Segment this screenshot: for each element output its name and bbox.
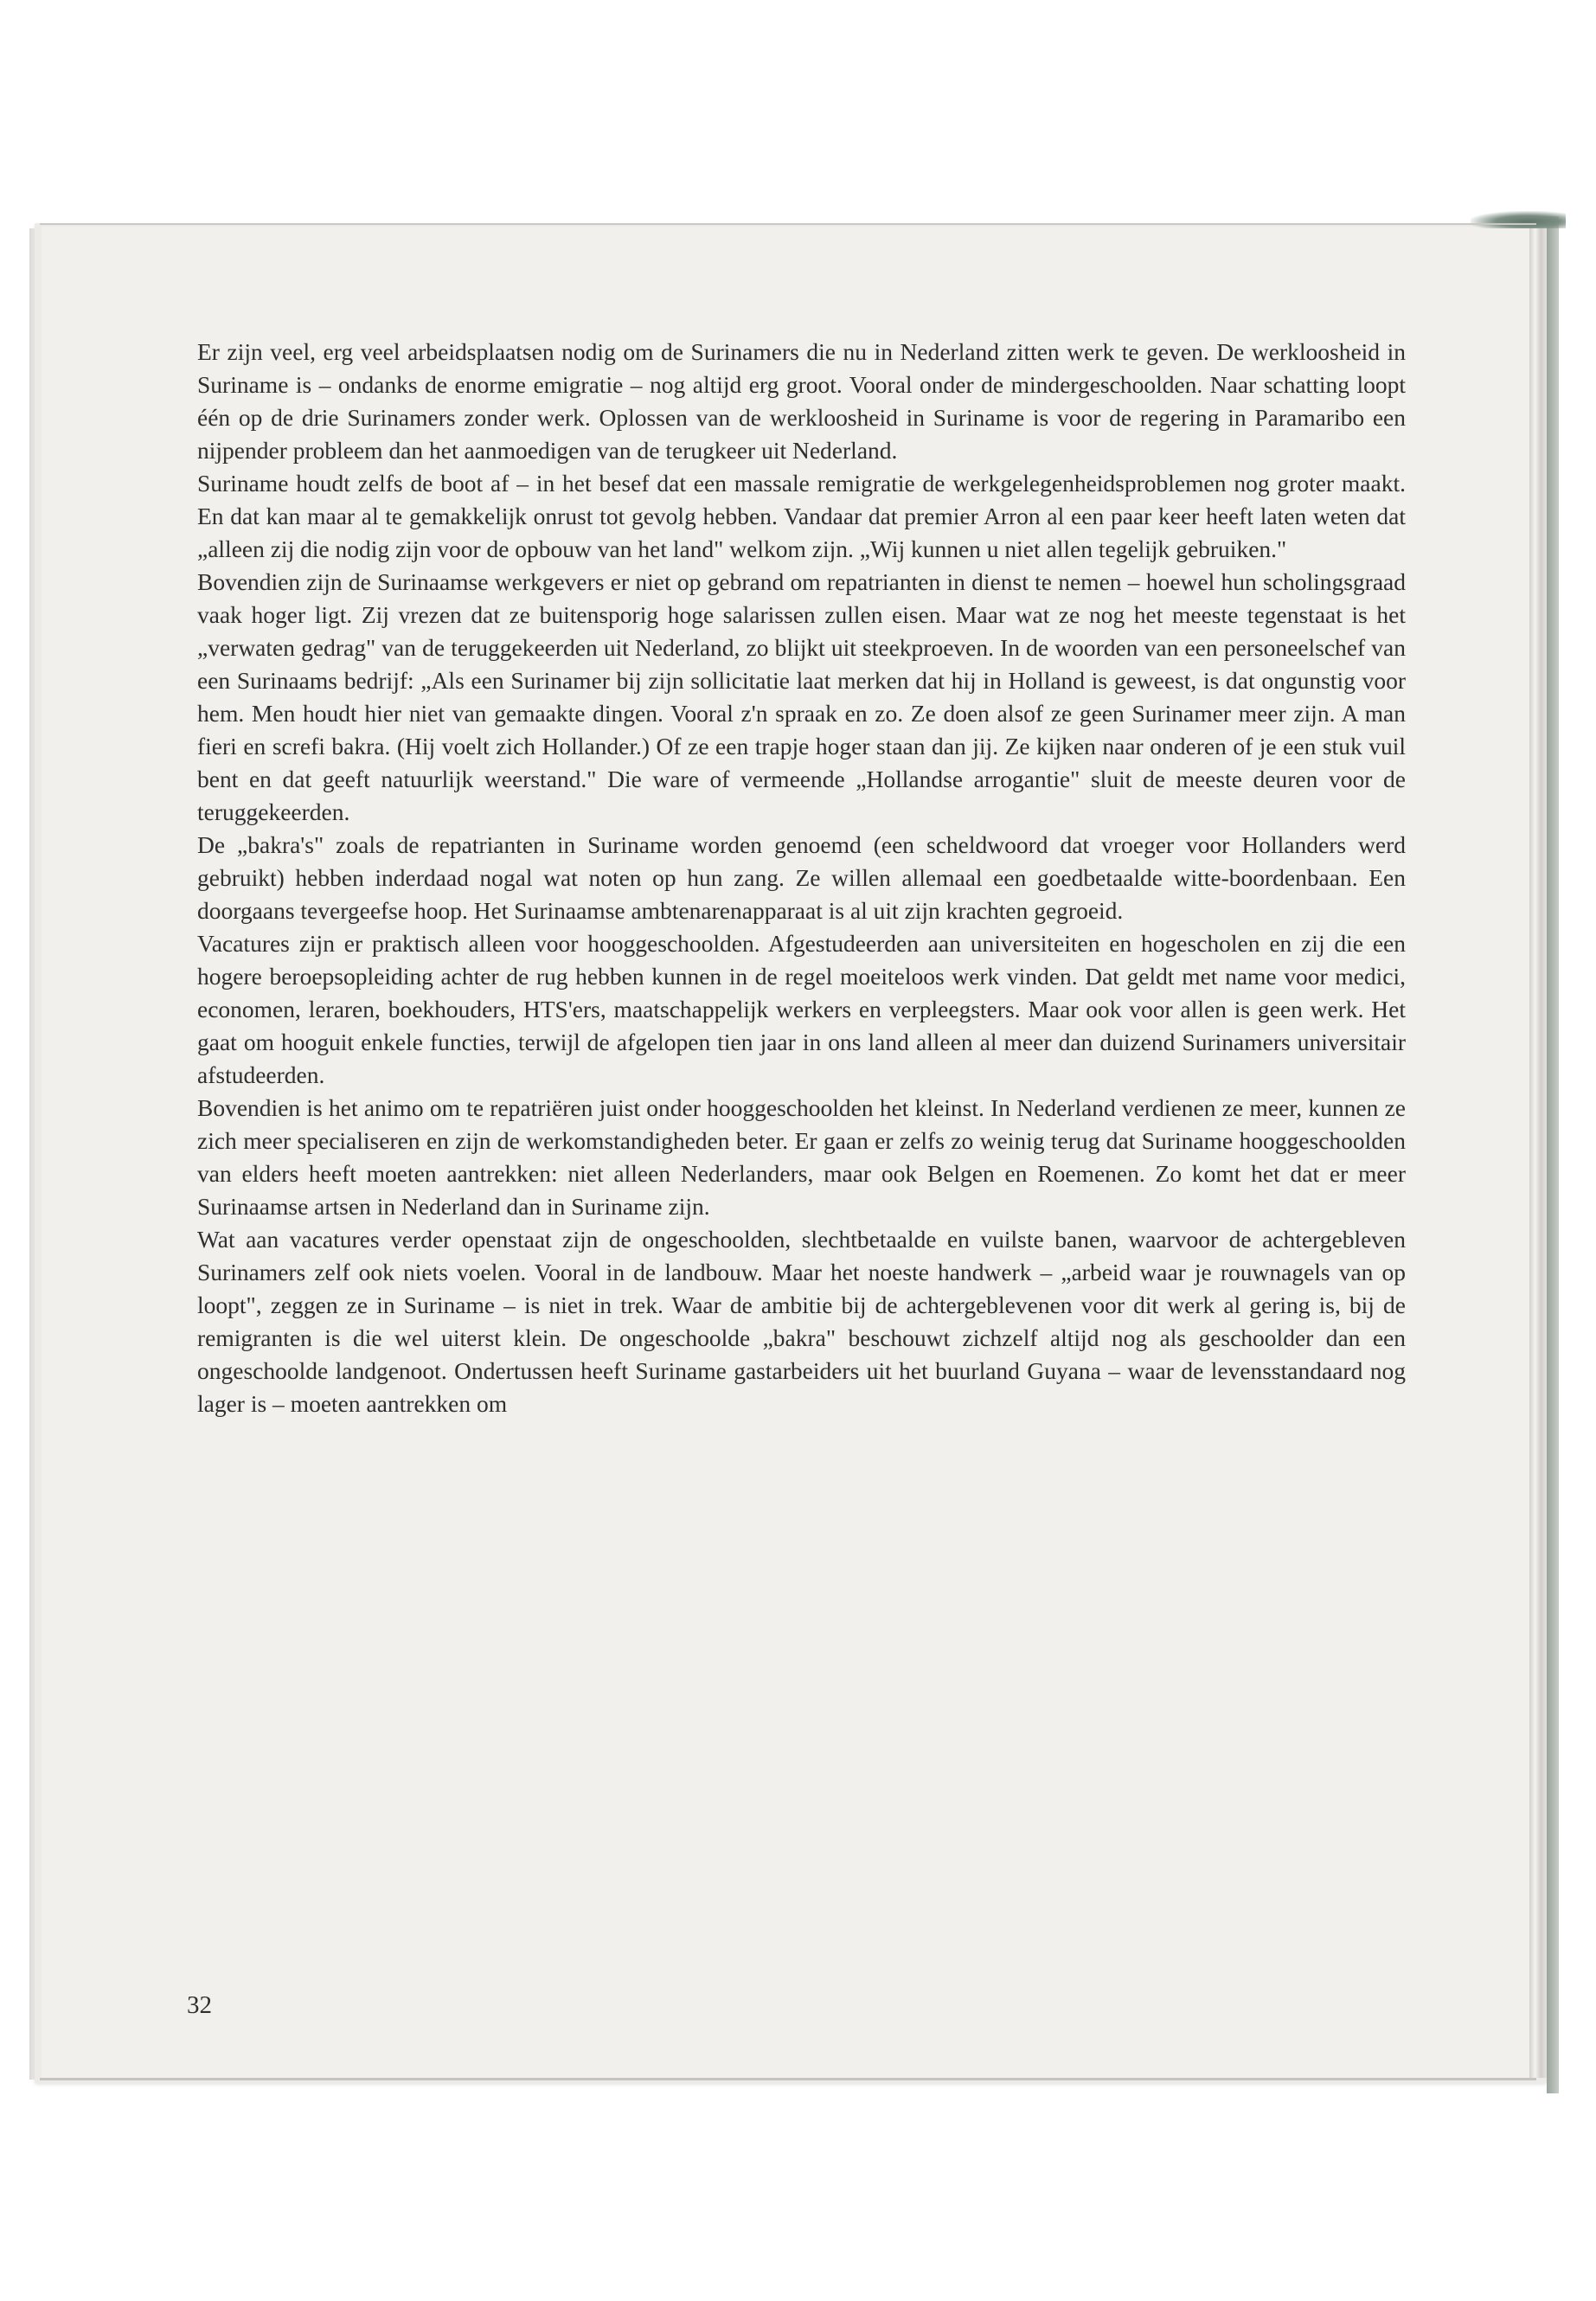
book-cover-edge <box>1547 216 1559 2093</box>
page-right-edge <box>1529 227 1548 2078</box>
paragraph: Wat aan vacatures verder openstaat zijn de ongeschoolden, slechtbetaalde en vuilste banen, waarvoor de achtergebleven Surinamers zelf ook niets voelen. Vooral in de landbouw. Maar het noeste handwerk – „arbeid waar je rouwnagels van op loopt", zeggen ze in Suriname – is niet in trek. Waar de ambitie bij de achtergeblevenen voor dit werk al gering is, bij de remigranten is die wel uiterst klein. De ongeschoolde „bakra" beschouwt zichzelf altijd nog als geschoolder dan een ongeschoolde landgenoot. Ondertussen heeft Suriname gastarbeiders uit het buurland Guyana – waar de levensstandaard nog lager is – moeten aantrekken om <box>197 1226 1406 1417</box>
page-bottom-edge <box>40 2078 1536 2080</box>
page-number: 32 <box>187 1991 212 2019</box>
page-top-edge <box>40 223 1536 225</box>
paragraph: Suriname houdt zelfs de boot af – in het besef dat een massale remigratie de werkgelegenheidsproblemen nog groter maakt. En dat kan maar al te gemakkelijk onrust tot gevolg hebben. Vandaar dat premier Arron al een paar keer heeft laten weten dat „alleen zij die nodig zijn voor de opbouw van het land" welkom zijn. „Wij kunnen u niet allen tegelijk gebruiken." <box>197 470 1406 562</box>
body-text <box>197 336 1406 1420</box>
paragraph: Er zijn veel, erg veel arbeidsplaatsen nodig om de Surinamers die nu in Nederland zitten werk te geven. De werkloosheid in Suriname is – ondanks de enorme emigratie – nog altijd erg groot. Vooral onder de mindergeschoolden. Naar schatting loopt één op de drie Surinamers zonder werk. Oplossen van de werkloosheid in Suriname is voor de regering in Paramaribo een nijpender probleem dan het aanmoedigen van de terugkeer uit Nederland. <box>197 338 1406 464</box>
paragraph: De „bakra's" zoals de repatrianten in Suriname worden genoemd (een scheldwoord dat vroeger voor Hollanders werd gebruikt) hebben inderdaad nogal wat noten op hun zang. Ze willen allemaal een goedbetaalde witte-boordenbaan. Een doorgaans tevergeefse hoop. Het Surinaamse ambtenarenapparaat is al uit zijn krachten gegroeid. <box>197 831 1406 924</box>
paragraph: Vacatures zijn er praktisch alleen voor hooggeschoolden. Afgestudeerden aan universiteiten en hogescholen en zij die een hogere beroepsopleiding achter de rug hebben kunnen in de regel moeiteloos werk vinden. Dat geldt met name voor medici, economen, leraren, boekhouders, HTS'ers, maatschappelijk werkers en verpleegsters. Maar ook voor allen is geen werk. Het gaat om hooguit enkele functies, terwijl de afgelopen tien jaar in ons land alleen al meer dan duizend Surinamers universitair afstudeerden. <box>197 930 1406 1088</box>
cover-corner <box>1471 211 1566 228</box>
paragraph: Bovendien is het animo om te repatriëren juist onder hooggeschoolden het kleinst. In Nederland verdienen ze meer, kunnen ze zich meer specialiseren en zijn de werkomstandigheden beter. Er gaan er zelfs zo weinig terug dat Suriname hooggeschoolden van elders heeft moeten aantrekken: niet alleen Nederlanders, maar ook Belgen en Roemenen. Zo komt het dat er meer Surinaamse artsen in Nederland dan in Suriname zijn. <box>197 1094 1406 1220</box>
paragraph: Bovendien zijn de Surinaamse werkgevers er niet op gebrand om repatrianten in dienst te nemen – hoewel hun scholingsgraad vaak hoger ligt. Zij vrezen dat ze buitensporig hoge salarissen zullen eisen. Maar wat ze nog het meeste tegenstaat is het „verwaten gedrag" van de teruggekeerden uit Nederland, zo blijkt uit steekproeven. In de woorden van een personeelschef van een Surinaams bedrijf: „Als een Surinamer bij zijn sollicitatie laat merken dat hij in Holland is geweest, is dat ongunstig voor hem. Men houdt hier niet van gemaakte dingen. Vooral z'n spraak en zo. Ze doen alsof ze geen Surinamer meer zijn. A man fieri en screfi bakra. (Hij voelt zich Hollander.) Of ze een trapje hoger staan dan jij. Ze kijken naar onderen of je een stuk vuil bent en dat geeft natuurlijk weerstand." Die ware of vermeende „Hollandse arrogantie" sluit de meeste deuren voor de teruggekeerden. <box>197 568 1406 825</box>
